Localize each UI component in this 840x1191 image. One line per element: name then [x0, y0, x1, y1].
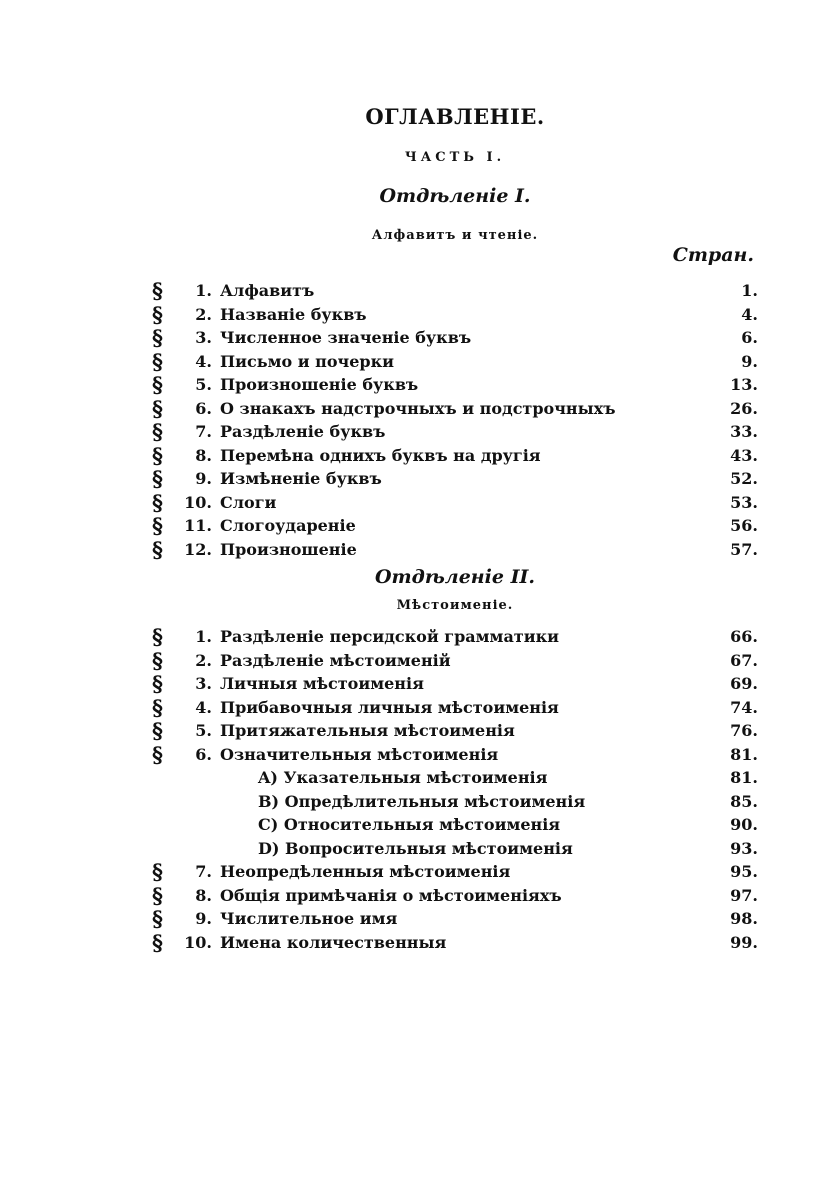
toc-entry: [152, 837, 758, 861]
page-column-label: Стран.: [672, 244, 754, 266]
page-number: 4.: [741, 304, 758, 324]
entry-label: Притяжательныя мѣстоименія: [220, 721, 515, 740]
entry-number: 3.: [195, 328, 212, 347]
page-number: 95.: [730, 862, 758, 881]
entry-label: Численное значеніе буквъ: [220, 328, 472, 347]
toc-entry: [152, 420, 758, 444]
toc-entry: [152, 625, 758, 649]
toc-entry: [152, 491, 758, 515]
section-2-toc: [152, 625, 758, 954]
entry-label: Перемѣна однихъ буквъ на другія: [220, 445, 541, 465]
toc-entry: [152, 444, 758, 468]
toc-entry: [152, 931, 758, 955]
section-symbol: §: [152, 466, 163, 491]
section-symbol: §: [152, 513, 163, 538]
entry-label: Прибавочныя личныя мѣстоименія: [220, 697, 559, 717]
page-number: 90.: [730, 815, 758, 834]
entry-label: Алфавитъ: [220, 281, 315, 300]
toc-entry: [152, 790, 758, 814]
entry-label: Числительное имя: [220, 909, 398, 928]
page-number: 13.: [730, 375, 758, 394]
entry-number: 6.: [195, 744, 212, 764]
entry-label: Личныя мѣстоименія: [220, 674, 424, 693]
toc-entry: [152, 538, 758, 562]
section-symbol: §: [152, 325, 163, 350]
section-symbol: §: [152, 671, 163, 696]
entry-label: Слоги: [220, 492, 277, 512]
toc-entry: [152, 884, 758, 908]
section-symbol: §: [152, 442, 163, 468]
entry-label: B) Опредѣлительныя мѣстоименія: [258, 791, 586, 811]
section-symbol: §: [152, 859, 163, 884]
toc-entry: [152, 907, 758, 931]
page-number: 43.: [730, 445, 758, 465]
entry-number: 6.: [195, 398, 212, 418]
toc-entry: [152, 860, 758, 884]
page-number: 6.: [741, 328, 758, 347]
toc-entry: [152, 397, 758, 421]
entry-label: Произношеніе: [220, 539, 357, 559]
entry-number: 8.: [195, 445, 212, 465]
page-number: 66.: [730, 627, 758, 646]
section-1-heading: Отдѣленіе I.: [379, 185, 531, 207]
part-heading: ЧАСТЬ I.: [404, 150, 506, 165]
section-symbol: §: [152, 741, 163, 767]
section-symbol: §: [152, 694, 163, 720]
section-2-heading: Отдѣленіе II.: [375, 566, 535, 588]
entry-number: 2.: [195, 304, 212, 324]
section-symbol: §: [152, 718, 163, 743]
toc-entry: [152, 350, 758, 374]
page-number: 52.: [730, 469, 758, 488]
entry-label: Произношеніе буквъ: [220, 375, 419, 394]
entry-number: 2.: [195, 650, 212, 670]
entry-number: 5.: [195, 721, 212, 740]
section-symbol: §: [152, 419, 163, 444]
toc-entry: [152, 467, 758, 491]
section-symbol: §: [152, 395, 163, 421]
entry-label: Письмо и почерки: [220, 351, 395, 371]
page-title: ОГЛАВЛЕНІЕ.: [365, 104, 545, 129]
page-number: 97.: [730, 885, 758, 905]
page-number: 93.: [730, 838, 758, 858]
section-symbol: §: [152, 624, 163, 649]
page-number: 1.: [741, 281, 758, 300]
entry-label: A) Указательныя мѣстоименія: [258, 768, 548, 787]
toc-entry: [152, 813, 758, 837]
section-symbol: §: [152, 882, 163, 908]
entry-label: Измѣненіе буквъ: [220, 469, 382, 488]
page-number: 57.: [730, 539, 758, 559]
section-symbol: §: [152, 278, 163, 303]
toc-entry: [152, 672, 758, 696]
section-symbol: §: [152, 929, 163, 955]
section-symbol: §: [152, 906, 163, 931]
entry-number: 12.: [184, 539, 212, 559]
section-symbol: §: [152, 372, 163, 397]
entry-number: 7.: [195, 422, 212, 441]
toc-entry: [152, 279, 758, 303]
entry-number: 10.: [184, 492, 212, 512]
entry-number: 5.: [195, 375, 212, 394]
section-symbol: §: [152, 536, 163, 562]
entry-label: Означительныя мѣстоименія: [220, 744, 499, 764]
entry-label: Общія примѣчанія о мѣстоименіяхъ: [220, 885, 562, 905]
toc-entry: [152, 696, 758, 720]
entry-label: C) Относительныя мѣстоименія: [258, 815, 561, 834]
entry-label: Раздѣленіе буквъ: [220, 422, 386, 441]
toc-entry: [152, 514, 758, 538]
toc-entry: [152, 303, 758, 327]
entry-number: 1.: [195, 627, 212, 646]
entry-number: 10.: [184, 932, 212, 952]
section-symbol: §: [152, 489, 163, 515]
section-symbol: §: [152, 647, 163, 673]
entry-number: 4.: [195, 351, 212, 371]
entry-label: Названіе буквъ: [220, 304, 367, 324]
entry-label: Раздѣленіе мѣстоименій: [220, 650, 451, 670]
entry-number: 1.: [195, 281, 212, 300]
page-number: 69.: [730, 674, 758, 693]
section-1-subtitle: Алфавитъ и чтеніе.: [371, 228, 539, 243]
entry-number: 9.: [195, 909, 212, 928]
page-number: 67.: [730, 650, 758, 670]
entry-number: 9.: [195, 469, 212, 488]
section-symbol: §: [152, 348, 163, 374]
entry-label: Имена количественныя: [220, 932, 447, 952]
page-number: 33.: [730, 422, 758, 441]
page-number: 56.: [730, 516, 758, 535]
toc-entry: [152, 649, 758, 673]
entry-number: 7.: [195, 862, 212, 881]
entry-number: 3.: [195, 674, 212, 693]
page-number: 81.: [730, 768, 758, 787]
toc-entry: [152, 766, 758, 790]
page-number: 53.: [730, 492, 758, 512]
page-number: 98.: [730, 909, 758, 928]
entry-label: Слогоудареніе: [220, 516, 356, 535]
page-number: 81.: [730, 744, 758, 764]
page-number: 99.: [730, 932, 758, 952]
toc-entry: [152, 743, 758, 767]
toc-entry: [152, 719, 758, 743]
entry-number: 8.: [195, 885, 212, 905]
entry-label: D) Вопросительныя мѣстоименія: [258, 838, 573, 858]
section-2-subtitle: Мѣстоименіе.: [396, 598, 514, 613]
entry-label: Раздѣленіе персидской грамматики: [220, 627, 560, 646]
page-number: 74.: [730, 697, 758, 717]
entry-number: 4.: [195, 697, 212, 717]
page-number: 26.: [730, 398, 758, 418]
page-number: 9.: [741, 351, 758, 371]
page-number: 76.: [730, 721, 758, 740]
toc-entry: [152, 326, 758, 350]
section-symbol: §: [152, 301, 163, 327]
page-number: 85.: [730, 791, 758, 811]
entry-number: 11.: [184, 516, 212, 535]
entry-label: Неопредѣленныя мѣстоименія: [220, 862, 511, 881]
entry-label: О знакахъ надстрочныхъ и подстрочныхъ: [220, 398, 616, 418]
section-1-toc: [152, 279, 758, 561]
toc-entry: [152, 373, 758, 397]
